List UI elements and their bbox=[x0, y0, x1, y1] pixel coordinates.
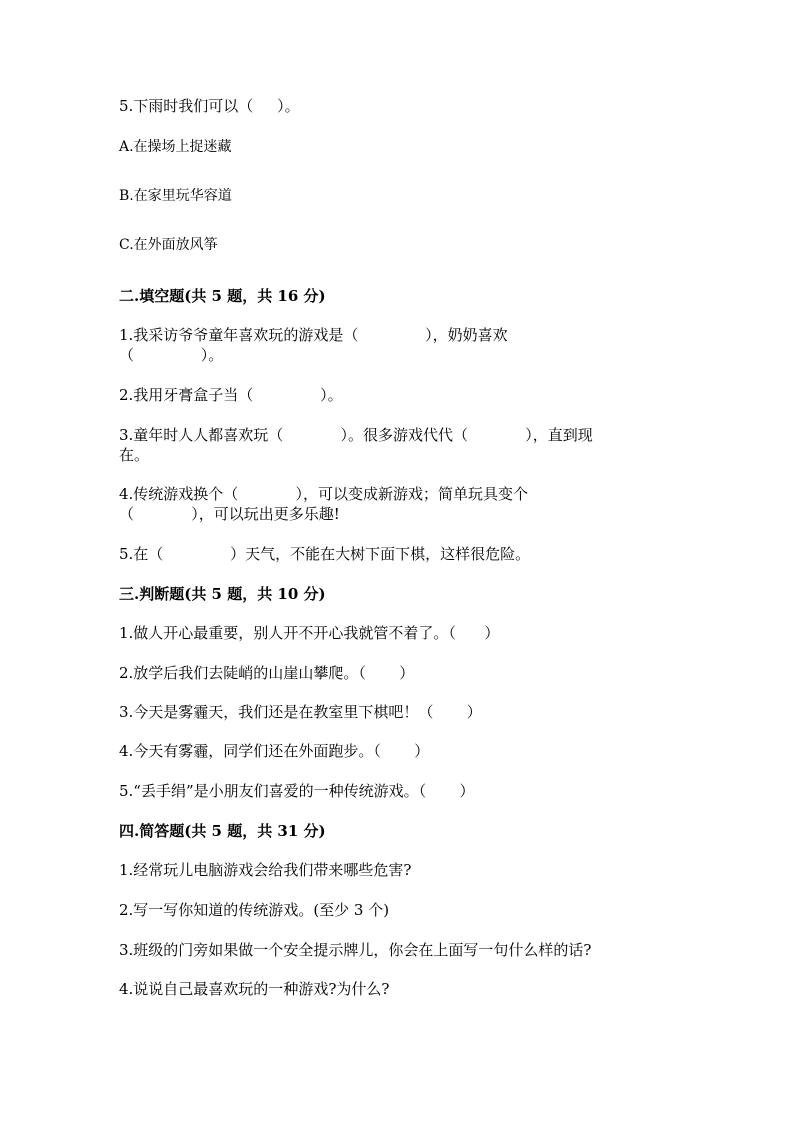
fill-item-4-line-2: （ ），可以玩出更多乐趣! bbox=[119, 505, 340, 523]
section-2-heading: 二.填空题(共 5 题，共 16 分) bbox=[119, 287, 326, 305]
fill-item-2: 2.我用牙膏盒子当（ ）。 bbox=[119, 386, 343, 404]
judge-item-5: 5.“丢手绢”是小朋友们喜爱的一种传统游戏。（ ） bbox=[119, 782, 475, 800]
short-answer-4: 4.说说自己最喜欢玩的一种游戏?为什么? bbox=[119, 980, 390, 998]
short-answer-2: 2.写一写你知道的传统游戏。(至少 3 个) bbox=[119, 901, 390, 919]
fill-item-3-line-2: 在。 bbox=[119, 446, 150, 464]
judge-item-3: 3.今天是雾霾天，我们还是在教室里下棋吧！（ ） bbox=[119, 703, 482, 721]
fill-item-1-line-1: 1.我采访爷爷童年喜欢玩的游戏是（ ），奶奶喜欢 bbox=[119, 326, 508, 344]
judge-item-1: 1.做人开心最重要，别人开不开心我就管不着了。（ ） bbox=[119, 624, 500, 642]
question-5-stem: 5.下雨时我们可以（ ）。 bbox=[119, 97, 300, 115]
fill-item-3-line-1: 3.童年时人人都喜欢玩（ ）。很多游戏代代（ ），直到现 bbox=[119, 426, 593, 444]
fill-item-5: 5.在（ ）天气，不能在大树下面下棋，这样很危险。 bbox=[119, 545, 531, 563]
section-4-heading: 四.简答题(共 5 题，共 31 分) bbox=[119, 822, 326, 840]
option-b: B.在家里玩华容道 bbox=[119, 188, 232, 204]
option-c: C.在外面放风筝 bbox=[119, 237, 218, 253]
short-answer-1: 1.经常玩儿电脑游戏会给我们带来哪些危害? bbox=[119, 861, 412, 879]
judge-item-4: 4.今天有雾霾，同学们还在外面跑步。（ ） bbox=[119, 742, 430, 760]
judge-item-2: 2.放学后我们去陡峭的山崖山攀爬。（ ） bbox=[119, 664, 415, 682]
fill-item-1-line-2: （ ）。 bbox=[119, 346, 224, 364]
option-a: A.在操场上捉迷藏 bbox=[119, 139, 232, 155]
short-answer-3: 3.班级的门旁如果做一个安全提示牌儿，你会在上面写一句什么样的话? bbox=[119, 941, 592, 959]
fill-item-4-line-1: 4.传统游戏换个（ ），可以变成新游戏；简单玩具变个 bbox=[119, 485, 529, 503]
section-3-heading: 三.判断题(共 5 题，共 10 分) bbox=[119, 585, 326, 603]
